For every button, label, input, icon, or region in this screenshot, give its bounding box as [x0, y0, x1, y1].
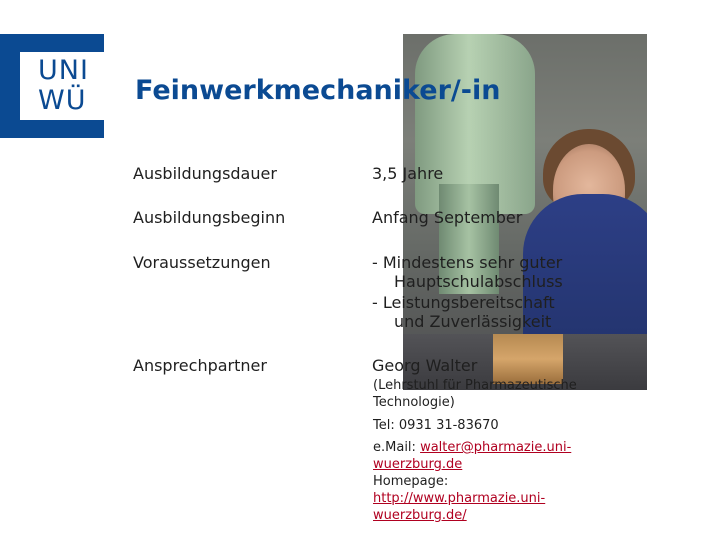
logo-text-uni: UNI [38, 55, 89, 86]
contact-email-row-2 [373, 456, 462, 473]
contact-dept-line-1: (Lehrstuhl für Pharmazeutische [373, 378, 577, 393]
label-ausbildungsbeginn: Ausbildungsbeginn [133, 208, 286, 227]
contact-email-prefix: e.Mail: [373, 440, 421, 455]
logo-text-wu: WÜ [38, 85, 87, 116]
value-ausbildungsdauer: 3,5 Jahre [372, 164, 444, 183]
contact-email-link-part-1[interactable]: walter@pharmazie.uni- [420, 440, 572, 455]
label-ausbildungsdauer: Ausbildungsdauer [133, 164, 277, 183]
contact-phone: Tel: 0931 31-83670 [373, 418, 499, 433]
homepage-link-part-2[interactable]: wuerzburg.de/ [373, 508, 467, 523]
homepage-row-2 [373, 507, 467, 524]
voraussetzung-line-1: - Mindestens sehr guter [372, 253, 563, 272]
contact-email-link-part-2[interactable]: wuerzburg.de [373, 457, 463, 472]
voraussetzung-line-4: und Zuverlässigkeit [394, 312, 552, 331]
value-ausbildungsbeginn: Anfang September [372, 208, 523, 227]
homepage-label: Homepage: [373, 474, 449, 489]
page-title: Feinwerkmechaniker/-in [135, 75, 501, 106]
homepage-link-part-1[interactable]: http://www.pharmazie.uni- [373, 491, 546, 506]
contact-email-row [373, 439, 571, 456]
label-ansprechpartner: Ansprechpartner [133, 356, 267, 375]
label-voraussetzungen: Voraussetzungen [133, 253, 271, 272]
homepage-row-1 [373, 490, 545, 507]
contact-name: Georg Walter [372, 356, 478, 375]
voraussetzung-line-3: - Leistungsbereitschaft [372, 293, 555, 312]
voraussetzung-line-2: Hauptschulabschluss [394, 272, 563, 291]
university-logo [0, 34, 104, 138]
contact-dept-line-2: Technologie) [373, 395, 455, 410]
